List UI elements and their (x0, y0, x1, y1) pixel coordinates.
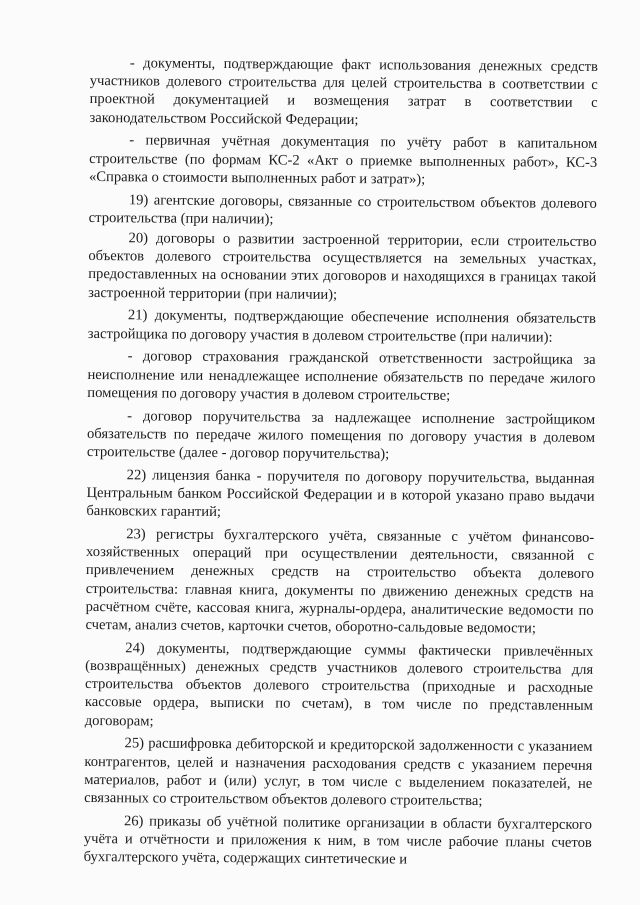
paragraph-item-21: 21) документы, подтверждающие обеспечение исполнения обязательств застройщика по договору участия в долевом строительстве (при наличии): (87, 307, 596, 346)
paragraph-funds-usage-documents: - документы, подтверждающие факт использования денежных средств участников долевого строительства для целей строительства в соответствии с проектной документацией и возмещения затрат в соответствии с законодательством Российской Федерации; (89, 55, 598, 128)
paragraph-item-26: 26) приказы об учётной политике организации в области бухгалтерского учёта и отчётности и приложения к ним, в том числе рабочие планы счетов бухгалтерского учёта, содержащих синтетические и (83, 813, 593, 868)
paragraph-item-24: 24) документы, подтверждающие суммы фактически привлечённых (возвращённых) денежных средств участников долевого строительства для строительства объектов долевого строительства (приходные и расходные кассовые ордера, выписки по счетам), в том числе по представленным договорам; (84, 640, 594, 730)
document-body (84, 54, 598, 875)
paragraph-insurance-contract: - договор страхования гражданской ответственности застройщика за неисполнение или ненадлежащее исполнение обязательств по передаче жилого помещения по договору участия в долевом строительстве; (87, 348, 596, 404)
paragraph-item-22: 22) лицензия банка - поручителя по договору поручительства, выданная Центральным банком Российской Федерации и в которой указано право выдачи банковских гарантий; (86, 467, 595, 521)
paragraph-item-23: 23) регистры бухгалтерского учёта, связанные с учётом финансово-хозяйственных операций при осуществлении деятельности, связанной с привлечением денежных средств на строительство объекта долевого строительства: главная книга, документы по движению денежных средств на расчётном счёте, кассовая книга, журналы-ордера, аналитические ведомости по счетам, анализ счетов, карточки счетов, оборотно-сальдовые ведомости; (85, 526, 595, 637)
paragraph-item-20: 20) договоры о развитии застроенной территории, если строительство объектов долевого строительства осуществляется на земельных участках, предоставленных на основании этих договоров и находящихся в границах такой застроенной территории (при наличии); (88, 230, 597, 303)
paragraph-item-19: 19) агентские договоры, связанные со строительством объектов долевого строительства (при наличии); (88, 191, 597, 228)
paragraph-surety-contract: - договор поручительства за надлежащее исполнение застройщиком обязательств по передаче жилого помещения по договору участия в долевом строительстве (далее - договор поручительства); (86, 407, 596, 463)
paragraph-primary-accounting: - первичная учётная документация по учёту работ в капитальном строительстве (по формам КС-2 «Акт о приемке выполненных работ», КС-3 «Справка о стоимости выполненных работ и затрат»); (88, 132, 598, 188)
paragraph-item-25: 25) расшифровка дебиторской и кредиторской задолженности с указанием контрагентов, целей и назначения расходования средств с указанием перечня материалов, работ и (или) услуг, в том числе с выделением показателей, не связанных со строительством объектов долевого строительства; (84, 735, 593, 810)
